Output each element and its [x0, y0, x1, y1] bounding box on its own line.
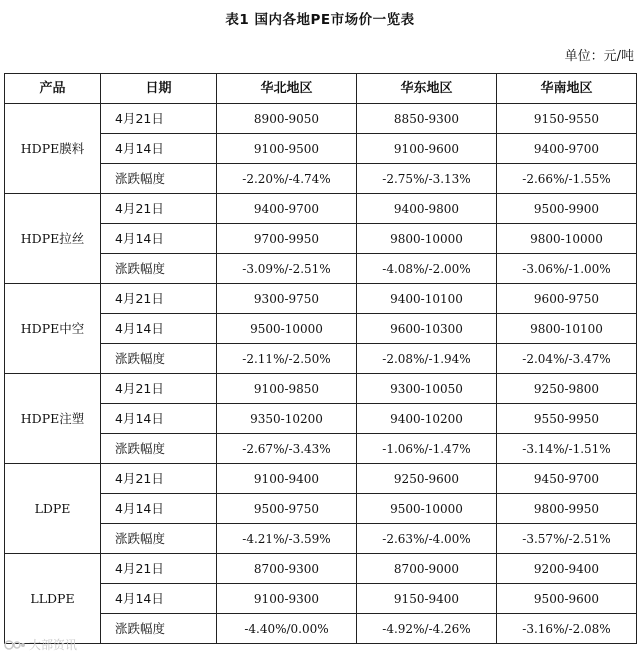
price-cell-north: 9400-9700: [217, 194, 357, 224]
table-row: [5, 194, 637, 224]
price-cell-east: 9600-10300: [357, 314, 497, 344]
header-south: 华南地区: [497, 74, 637, 104]
price-cell-north: -2.11%/-2.50%: [217, 344, 357, 374]
watermark-text: 大部资讯: [29, 638, 78, 652]
date-cell: 4月21日: [101, 104, 217, 134]
date-cell: 4月14日: [101, 494, 217, 524]
header-date: 日期: [101, 74, 217, 104]
table-body: [5, 104, 637, 644]
document-title: 表1 国内各地PE市场价一览表: [225, 12, 415, 28]
table-row: [5, 104, 637, 134]
product-cell: HDPE中空: [5, 284, 101, 374]
price-cell-south: -2.04%/-3.47%: [497, 344, 637, 374]
price-table: [4, 73, 637, 644]
price-cell-east: 9400-10200: [357, 404, 497, 434]
price-cell-south: -3.16%/-2.08%: [497, 614, 637, 644]
date-cell: 涨跌幅度: [101, 254, 217, 284]
date-cell: 涨跌幅度: [101, 434, 217, 464]
price-cell-east: -2.63%/-4.00%: [357, 524, 497, 554]
date-cell: 涨跌幅度: [101, 524, 217, 554]
price-cell-east: -1.06%/-1.47%: [357, 434, 497, 464]
date-cell: 4月14日: [101, 314, 217, 344]
price-cell-east: 9250-9600: [357, 464, 497, 494]
price-cell-south: -2.66%/-1.55%: [497, 164, 637, 194]
product-cell: HDPE注塑: [5, 374, 101, 464]
date-cell: 涨跌幅度: [101, 344, 217, 374]
price-cell-south: -3.06%/-1.00%: [497, 254, 637, 284]
price-cell-south: 9150-9550: [497, 104, 637, 134]
date-cell: 4月14日: [101, 404, 217, 434]
price-cell-east: -4.08%/-2.00%: [357, 254, 497, 284]
price-cell-east: 9150-9400: [357, 584, 497, 614]
table-row: [5, 464, 637, 494]
header-north: 华北地区: [217, 74, 357, 104]
price-cell-east: -2.75%/-3.13%: [357, 164, 497, 194]
price-cell-north: 9700-9950: [217, 224, 357, 254]
price-cell-south: 9500-9600: [497, 584, 637, 614]
price-cell-east: -2.08%/-1.94%: [357, 344, 497, 374]
table-row: [5, 554, 637, 584]
price-cell-east: 9800-10000: [357, 224, 497, 254]
price-cell-north: -2.20%/-4.74%: [217, 164, 357, 194]
date-cell: 4月21日: [101, 464, 217, 494]
unit-label: 单位：元/吨: [564, 49, 634, 64]
price-cell-east: 8700-9000: [357, 554, 497, 584]
date-cell: 4月14日: [101, 224, 217, 254]
date-cell: 4月14日: [101, 134, 217, 164]
price-cell-north: -4.21%/-3.59%: [217, 524, 357, 554]
price-cell-north: 8700-9300: [217, 554, 357, 584]
price-cell-south: -3.57%/-2.51%: [497, 524, 637, 554]
table-row: [5, 284, 637, 314]
price-cell-south: 9450-9700: [497, 464, 637, 494]
header-product: 产品: [5, 74, 101, 104]
price-cell-east: -4.92%/-4.26%: [357, 614, 497, 644]
price-cell-north: 9100-9500: [217, 134, 357, 164]
price-cell-south: 9250-9800: [497, 374, 637, 404]
price-cell-north: 9500-10000: [217, 314, 357, 344]
price-cell-south: 9800-10100: [497, 314, 637, 344]
price-cell-north: 9500-9750: [217, 494, 357, 524]
price-cell-south: 9800-10000: [497, 224, 637, 254]
watermark: [4, 636, 77, 653]
header-east: 华东地区: [357, 74, 497, 104]
price-cell-north: 9300-9750: [217, 284, 357, 314]
product-cell: LDPE: [5, 464, 101, 554]
date-cell: 4月21日: [101, 554, 217, 584]
price-cell-north: -2.67%/-3.43%: [217, 434, 357, 464]
price-cell-south: 9600-9750: [497, 284, 637, 314]
price-cell-north: 9100-9400: [217, 464, 357, 494]
price-cell-north: -3.09%/-2.51%: [217, 254, 357, 284]
price-cell-east: 9400-10100: [357, 284, 497, 314]
price-cell-east: 9100-9600: [357, 134, 497, 164]
product-cell: HDPE膜料: [5, 104, 101, 194]
price-cell-east: 9300-10050: [357, 374, 497, 404]
price-cell-north: -4.40%/0.00%: [217, 614, 357, 644]
price-cell-east: 9400-9800: [357, 194, 497, 224]
date-cell: 4月14日: [101, 584, 217, 614]
product-cell: HDPE拉丝: [5, 194, 101, 284]
price-cell-south: 9800-9950: [497, 494, 637, 524]
price-cell-east: 9500-10000: [357, 494, 497, 524]
product-cell: LLDPE: [5, 554, 101, 644]
price-cell-south: 9500-9900: [497, 194, 637, 224]
date-cell: 4月21日: [101, 194, 217, 224]
date-cell: 4月21日: [101, 284, 217, 314]
price-cell-south: -3.14%/-1.51%: [497, 434, 637, 464]
table-row: [5, 374, 637, 404]
price-cell-north: 9100-9300: [217, 584, 357, 614]
price-cell-north: 9350-10200: [217, 404, 357, 434]
price-cell-south: 9550-9950: [497, 404, 637, 434]
date-cell: 4月21日: [101, 374, 217, 404]
price-cell-north: 8900-9050: [217, 104, 357, 134]
price-cell-east: 8850-9300: [357, 104, 497, 134]
price-cell-south: 9400-9700: [497, 134, 637, 164]
date-cell: 涨跌幅度: [101, 164, 217, 194]
table-header-row: [5, 74, 637, 104]
price-cell-south: 9200-9400: [497, 554, 637, 584]
price-cell-north: 9100-9850: [217, 374, 357, 404]
watermark-logo-icon: [4, 638, 26, 652]
date-cell: 涨跌幅度: [101, 614, 217, 644]
